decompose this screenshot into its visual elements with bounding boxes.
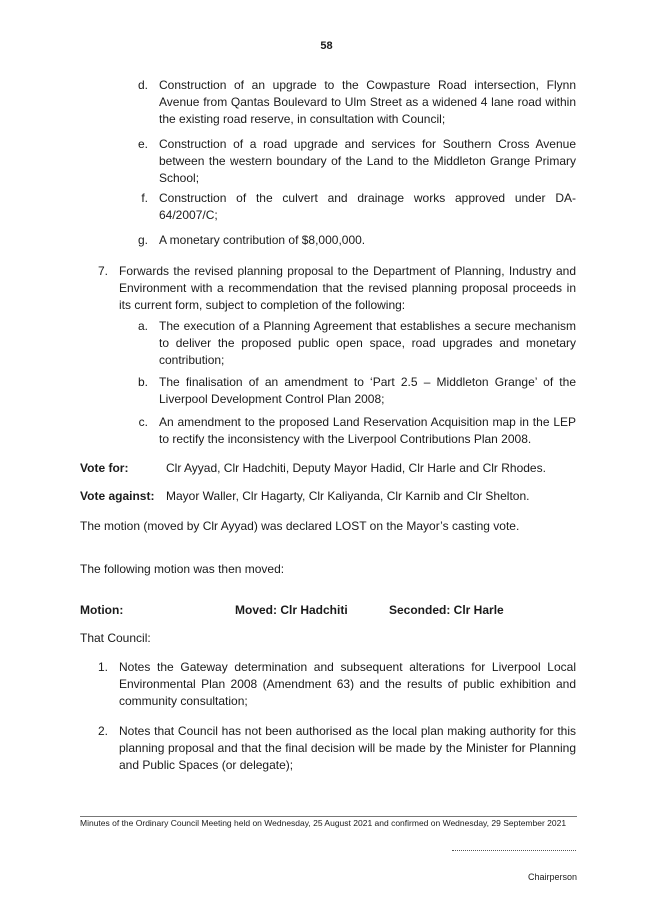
footer-text: Minutes of the Ordinary Council Meeting held on Wednesday, 25 August 2021 and confirmed on Wednesday, 29 September 2021 xyxy=(80,818,567,828)
footer-divider xyxy=(80,816,577,817)
following-motion-text: The following motion was then moved: xyxy=(80,562,285,576)
list-marker-7: 7. xyxy=(97,264,108,278)
signature-line xyxy=(452,850,576,851)
that-council: That Council: xyxy=(80,631,151,645)
vote-for-label: Vote for: xyxy=(80,461,129,475)
list-marker-2: 2. xyxy=(97,724,108,738)
signature-label: Chairperson xyxy=(527,872,577,882)
list-marker-a: a. xyxy=(137,319,148,333)
list-marker-g: g. xyxy=(137,233,148,247)
motion-seconded: Seconded: Clr Harle xyxy=(389,603,504,617)
list-marker-e: e. xyxy=(137,137,148,151)
list-item-f: Construction of the culvert and drainage works approved under DA-64/2007/C; xyxy=(159,191,576,222)
list-item-c: An amendment to the proposed Land Reservation Acquisition map in the LEP to rectify the inconsistency with the Liverpool Contributions Plan 2008. xyxy=(159,415,576,446)
motion-label: Motion: xyxy=(80,603,124,617)
list-marker-1: 1. xyxy=(97,660,108,674)
list-item-1: Notes the Gateway determination and subsequent alterations for Liverpool Local Environmental Plan 2008 (Amendment 63) and the results of public exhibition and community consultation; xyxy=(119,660,576,708)
list-item-g: A monetary contribution of $8,000,000. xyxy=(159,233,366,247)
list-item-e: Construction of a road upgrade and services for Southern Cross Avenue between the western boundary of the Land to the Middleton Grange Primary School; xyxy=(159,137,576,185)
list-marker-b: b. xyxy=(137,375,148,389)
motion-moved: Moved: Clr Hadchiti xyxy=(235,603,348,617)
list-item-a: The execution of a Planning Agreement that establishes a secure mechanism to deliver the proposed public open space, road upgrades and monetary contribution; xyxy=(159,319,576,367)
list-item-7: Forwards the revised planning proposal to the Department of Planning, Industry and Environment with a recommendation that the revised planning proposal proceeds in its current form, subject to completion of the following: xyxy=(119,264,576,312)
vote-against-names: Mayor Waller, Clr Hagarty, Clr Kaliyanda, Clr Karnib and Clr Shelton. xyxy=(166,489,530,503)
vote-for-names: Clr Ayyad, Clr Hadchiti, Deputy Mayor Hadid, Clr Harle and Clr Rhodes. xyxy=(166,461,546,475)
list-marker-d: d. xyxy=(137,78,148,92)
list-item-d: Construction of an upgrade to the Cowpasture Road intersection, Flynn Avenue from Qantas Boulevard to Ulm Street as a widened 4 lane road within the existing road reserve, in consultation with Council; xyxy=(159,78,576,126)
list-marker-c: c. xyxy=(138,415,148,429)
list-marker-f: f. xyxy=(141,191,148,205)
list-item-b: The finalisation of an amendment to ‘Part 2.5 – Middleton Grange’ of the Liverpool Development Control Plan 2008; xyxy=(159,375,576,406)
page-number: 58 xyxy=(320,40,333,52)
vote-against-label: Vote against: xyxy=(80,489,155,503)
list-item-2: Notes that Council has not been authorised as the local plan making authority for this planning proposal and that the final decision will be made by the Minister for Planning and Public Spaces (or delegate); xyxy=(119,724,576,772)
motion-result: The motion (moved by Clr Ayyad) was declared LOST on the Mayor’s casting vote. xyxy=(80,519,520,533)
